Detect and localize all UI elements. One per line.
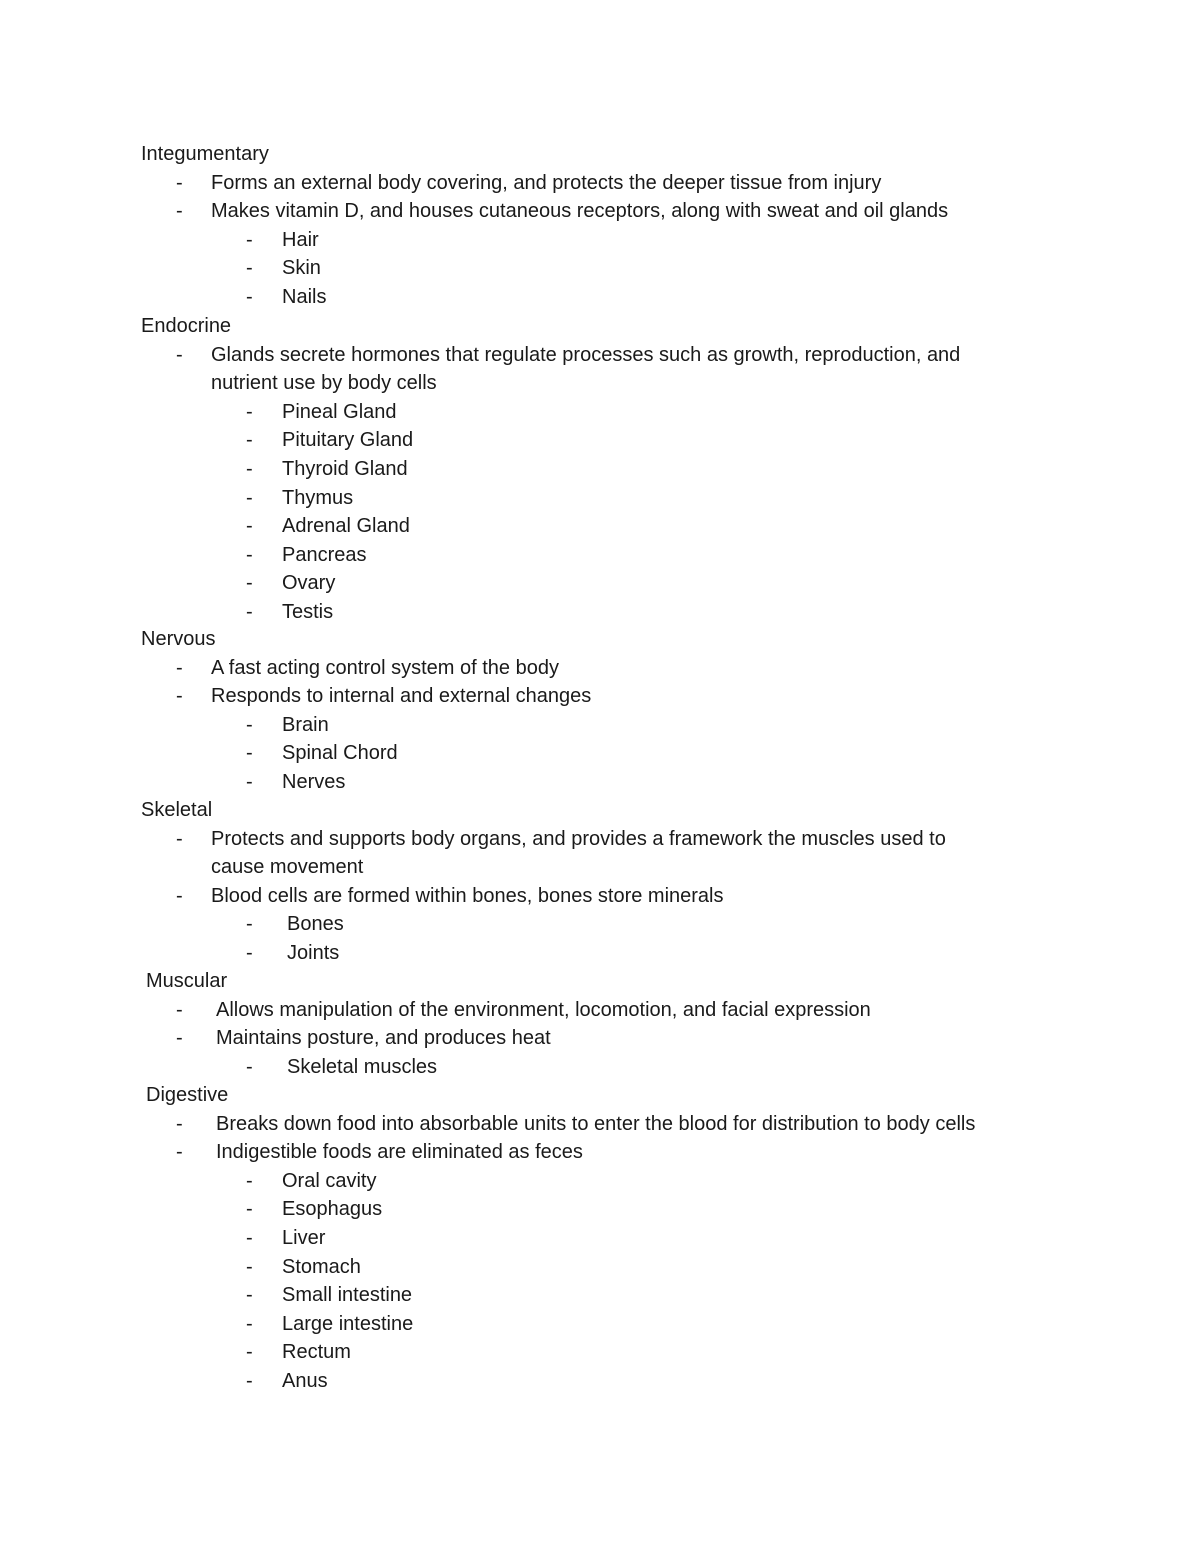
sub-item: Testis	[282, 601, 334, 623]
sub-item: Small intestine	[282, 1284, 413, 1307]
bullet-dash: -	[246, 515, 253, 538]
bullet-dash: -	[246, 1255, 253, 1278]
bullet-dash: -	[176, 656, 183, 679]
sub-item: Thymus	[282, 486, 354, 509]
bullet-text: nutrient use by body cells	[211, 372, 437, 395]
sub-item: Nerves	[282, 771, 346, 793]
bullet-dash: -	[176, 171, 183, 194]
sub-item: Pituitary Gland	[282, 429, 414, 452]
bullet-dash: -	[246, 228, 253, 251]
bullet-dash: -	[246, 913, 253, 936]
sub-item: Stomach	[282, 1255, 361, 1278]
sub-item: Pancreas	[282, 543, 367, 566]
bullet-dash: -	[246, 1227, 253, 1249]
bullet-dash: -	[246, 1341, 253, 1364]
bullet-dash: -	[246, 458, 253, 480]
bullet-dash: -	[246, 543, 253, 566]
bullet-dash: -	[176, 884, 183, 907]
bullet-dash: -	[176, 1141, 183, 1164]
bullet-dash: -	[246, 742, 253, 765]
sub-item: Ovary	[282, 572, 336, 595]
bullet-dash: -	[246, 1169, 253, 1192]
sub-item: Esophagus	[282, 1198, 383, 1221]
sub-item: Large intestine	[282, 1312, 414, 1335]
bullet-dash: -	[176, 200, 183, 223]
sub-item: Liver	[282, 1227, 326, 1249]
bullet-text: Protects and supports body organs, and provides a framework the muscles used to	[211, 827, 946, 850]
bullet-dash: -	[246, 486, 253, 509]
bullet-dash: -	[246, 1312, 253, 1335]
bullet-text: Responds to internal and external changes	[211, 685, 592, 708]
sub-item: Thyroid Gland	[282, 458, 408, 480]
sub-item: Nails	[282, 286, 327, 308]
bullet-text: A fast acting control system of the body	[211, 656, 559, 679]
bullet-dash: -	[246, 400, 253, 423]
bullet-dash: -	[246, 1198, 253, 1221]
bullet-text: cause movement	[211, 856, 364, 879]
section-heading: Integumentary	[141, 143, 269, 165]
bullet-text: Indigestible foods are eliminated as feces	[216, 1141, 583, 1164]
section-heading: Digestive	[146, 1084, 229, 1106]
bullet-text: Forms an external body covering, and protects the deeper tissue from injury	[211, 171, 882, 194]
section-heading: Endocrine	[141, 315, 232, 337]
bullet-dash: -	[246, 601, 253, 623]
sub-item: Oral cavity	[282, 1169, 377, 1192]
sub-item: Anus	[282, 1370, 328, 1392]
bullet-text: Maintains posture, and produces heat	[216, 1027, 551, 1050]
section-heading: Muscular	[146, 970, 228, 992]
bullet-dash: -	[246, 1370, 253, 1392]
bullet-text: Allows manipulation of the environment, locomotion, and facial expression	[216, 998, 871, 1021]
sub-item: Brain	[282, 713, 329, 736]
bullet-dash: -	[176, 343, 183, 366]
sub-item: Joints	[287, 942, 340, 964]
sub-item: Skin	[282, 257, 321, 280]
bullet-dash: -	[176, 685, 183, 708]
section-heading: Nervous	[141, 628, 216, 650]
bullet-dash: -	[176, 1027, 183, 1050]
bullet-dash: -	[246, 1284, 253, 1307]
bullet-text: Breaks down food into absorbable units to enter the blood for distribution to body cells	[216, 1112, 976, 1135]
bullet-dash: -	[246, 942, 253, 964]
bullet-text: Blood cells are formed within bones, bones store minerals	[211, 884, 724, 907]
bullet-dash: -	[246, 572, 253, 595]
bullet-dash: -	[246, 1055, 253, 1078]
sub-item: Hair	[282, 228, 319, 251]
sub-item: Pineal Gland	[282, 400, 397, 423]
section-heading: Skeletal	[141, 799, 213, 821]
sub-item: Spinal Chord	[282, 742, 398, 765]
bullet-dash: -	[176, 827, 183, 850]
sub-item: Rectum	[282, 1341, 351, 1364]
sub-item: Bones	[287, 913, 344, 936]
bullet-dash: -	[176, 1112, 183, 1135]
bullet-dash: -	[246, 771, 253, 793]
bullet-dash: -	[246, 713, 253, 736]
bullet-text: Glands secrete hormones that regulate processes such as growth, reproduction, and	[211, 343, 961, 366]
bullet-dash: -	[246, 429, 253, 452]
sub-item: Adrenal Gland	[282, 515, 410, 538]
bullet-dash: -	[176, 998, 183, 1021]
bullet-text: Makes vitamin D, and houses cutaneous receptors, along with sweat and oil glands	[211, 200, 949, 223]
bullet-dash: -	[246, 257, 253, 280]
bullet-dash: -	[246, 286, 253, 308]
sub-item: Skeletal muscles	[287, 1055, 438, 1078]
